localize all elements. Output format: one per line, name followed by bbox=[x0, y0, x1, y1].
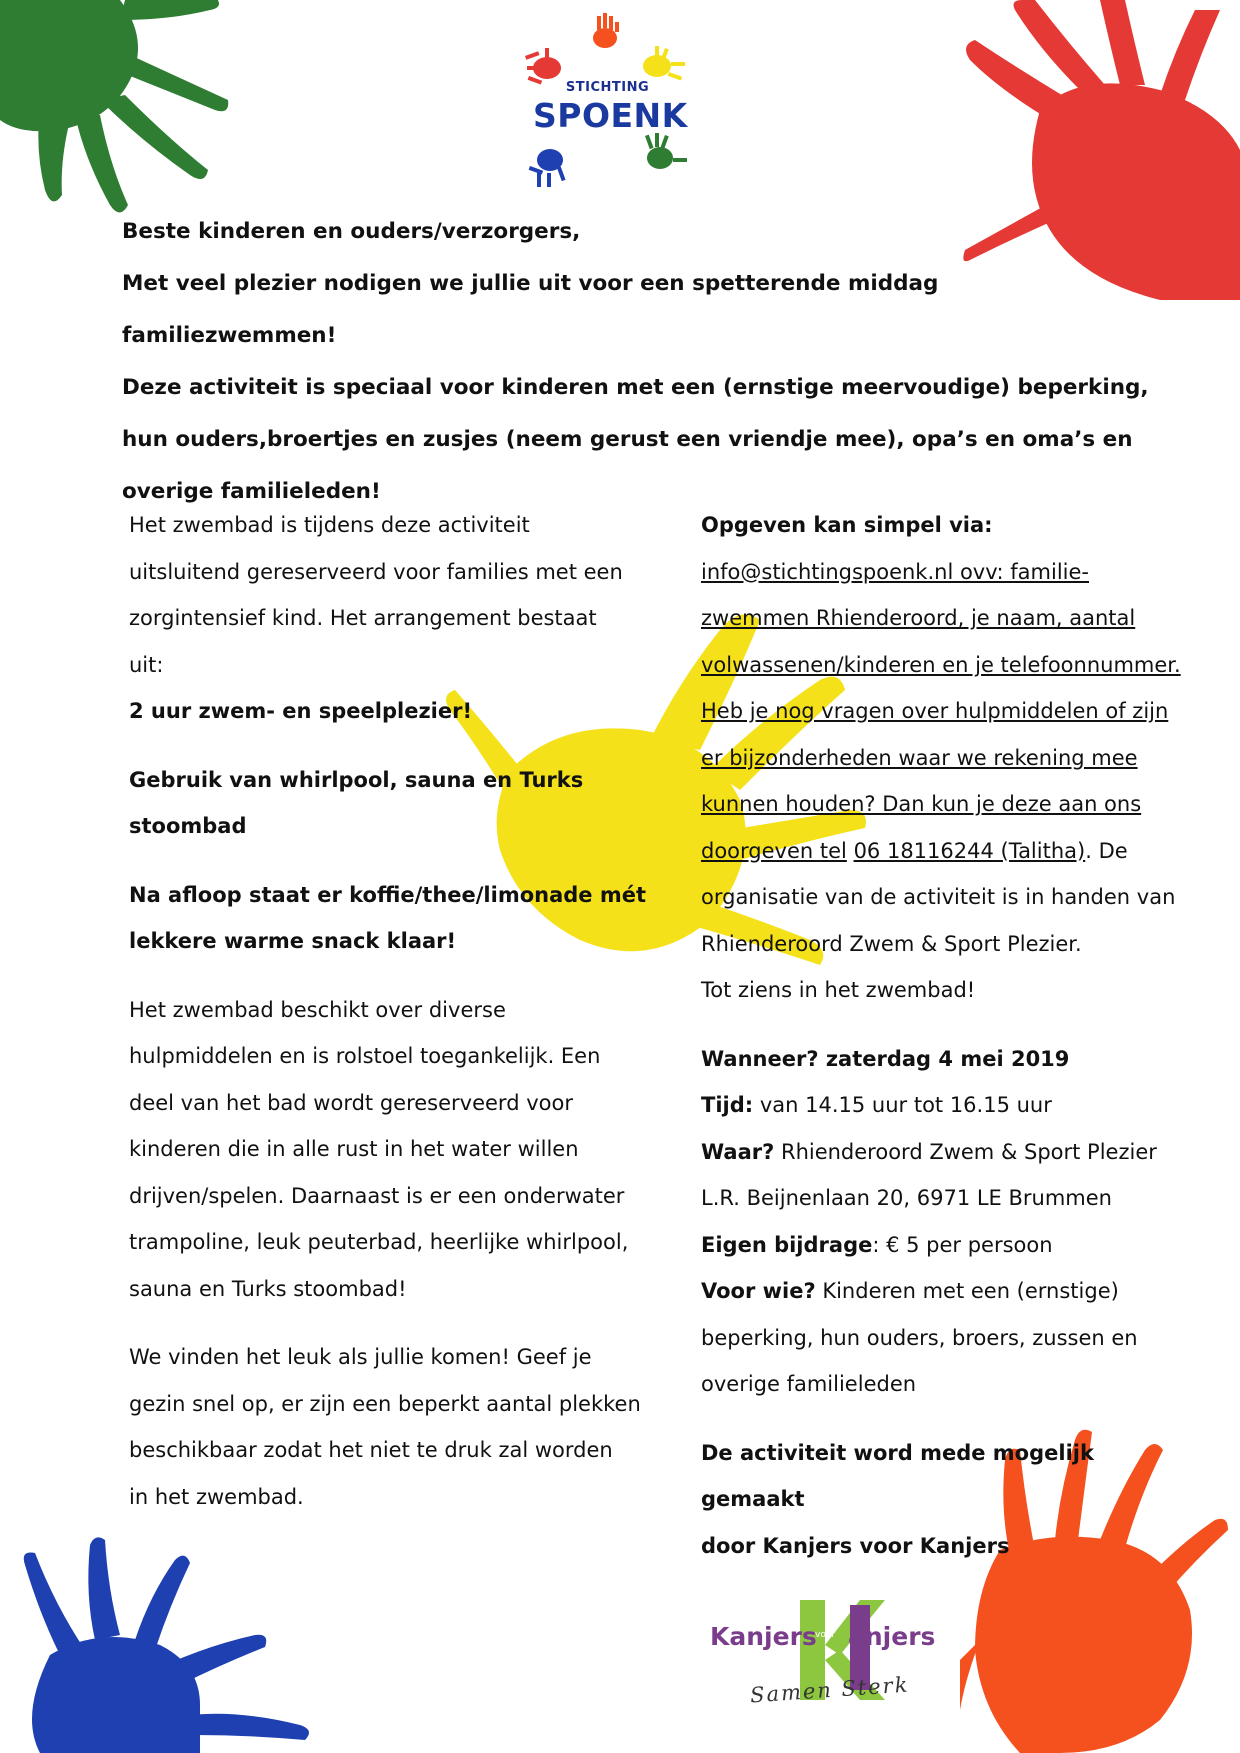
facilities-text: hulpmiddelen en is rolstoel toegankelijk. Een bbox=[129, 1044, 601, 1068]
for-whom-continuation: beperking, hun ouders, broers, zussen en bbox=[701, 1325, 1138, 1350]
left-column bbox=[129, 502, 659, 1520]
green-handprint-decoration bbox=[0, 0, 260, 240]
facilities-text: Het zwembad beschikt over diverse bbox=[129, 997, 506, 1022]
signup-encouragement-text: beschikbaar zodat het niet te druk zal worden bbox=[129, 1438, 613, 1462]
intro-line: Deze activiteit is speciaal voor kinderen met een (ernstige meervoudige) beperking, bbox=[122, 375, 1149, 400]
for-whom-continuation: overige familieleden bbox=[701, 1372, 917, 1396]
closing-text: Tot ziens in het zwembad! bbox=[701, 978, 976, 1002]
intro-line: hun ouders,broertjes en zusjes (neem gerust een vriendje mee), opa’s en oma’s en bbox=[122, 427, 1133, 452]
time-label: Tijd: bbox=[701, 1093, 754, 1117]
kvk-tagline: Samen Sterk bbox=[749, 1672, 911, 1708]
intro-text bbox=[122, 206, 1152, 518]
intro-line: overige familieleden! bbox=[122, 479, 381, 504]
where-line bbox=[701, 1129, 1201, 1176]
swim-fun-highlight: 2 uur zwem- en speelplezier! bbox=[129, 699, 473, 723]
signup-instructions: kunnen houden? Dan kun je deze aan ons bbox=[701, 792, 1142, 816]
contribution-label: Eigen bijdrage bbox=[701, 1232, 873, 1257]
email-link[interactable]: info@stichtingspoenk.nl ovv: familie- bbox=[701, 559, 1089, 584]
logo-spoenk-text: SPOENK bbox=[533, 96, 688, 135]
arrangement-text: uitsluitend gereserveerd voor families met een bbox=[129, 559, 623, 584]
arrangement-text: uit: bbox=[129, 652, 164, 677]
when-value: zaterdag 4 mei 2019 bbox=[818, 1046, 1070, 1071]
facilities-text: drijven/spelen. Daarnaast is er een onderwater bbox=[129, 1183, 625, 1208]
intro-line: Beste kinderen en ouders/verzorgers, bbox=[122, 219, 581, 244]
right-column bbox=[701, 502, 1201, 1569]
phone-number-link[interactable]: 06 18116244 (Talitha) bbox=[853, 838, 1086, 863]
phone-prefix: doorgeven tel bbox=[701, 838, 847, 863]
signup-instructions: volwassenen/kinderen en je telefoonnummer. bbox=[701, 652, 1181, 677]
when-label: Wanneer? bbox=[701, 1046, 819, 1071]
for-whom-line bbox=[701, 1268, 1201, 1315]
where-value: Rhienderoord Zwem & Sport Plezier bbox=[774, 1139, 1157, 1164]
phone-space bbox=[847, 839, 854, 863]
for-whom-label: Voor wie? bbox=[701, 1279, 816, 1303]
arrangement-text: zorgintensief kind. Het arrangement bestaat bbox=[129, 606, 597, 630]
signup-instructions: zwemmen Rhienderoord, je naam, aantal bbox=[701, 606, 1136, 630]
kvk-word-kanjers: Kanjers bbox=[710, 1622, 817, 1651]
address-line: L.R. Beijnenlaan 20, 6971 LE Brummen bbox=[701, 1186, 1112, 1210]
signup-instructions: Heb je nog vragen over hulpmiddelen of zijn bbox=[701, 699, 1169, 723]
for-whom-value: Kinderen met een (ernstige) bbox=[815, 1279, 1119, 1303]
kvk-k-emblem-icon bbox=[700, 1600, 970, 1720]
time-value: van 14.15 uur tot 16.15 uur bbox=[753, 1093, 1052, 1117]
signup-encouragement-text: in het zwembad. bbox=[129, 1484, 304, 1509]
whirlpool-highlight: Gebruik van whirlpool, sauna en Turks bbox=[129, 767, 584, 792]
snack-highlight: Na afloop staat er koffie/thee/limonade mét bbox=[129, 882, 647, 907]
organisation-text: Rhienderoord Zwem & Sport Plezier. bbox=[701, 931, 1082, 956]
contribution-value: : € 5 per persoon bbox=[872, 1232, 1053, 1257]
blue-handprint-decoration bbox=[0, 1525, 320, 1753]
signup-encouragement-text: gezin snel op, er zijn een beperkt aantal plekken bbox=[129, 1391, 641, 1416]
facilities-text: sauna en Turks stoombad! bbox=[129, 1276, 407, 1301]
signup-instructions: er bijzonderheden waar we rekening mee bbox=[701, 745, 1138, 770]
intro-line: Met veel plezier nodigen we jullie uit voor een spetterende middag familiezwemmen! bbox=[122, 271, 939, 348]
kvk-word-anjers: anjers bbox=[848, 1622, 936, 1651]
arrangement-text: Het zwembad is tijdens deze activiteit bbox=[129, 513, 530, 537]
facilities-text: kinderen die in alle rust in het water willen bbox=[129, 1137, 579, 1161]
phone-suffix: . De bbox=[1085, 838, 1128, 863]
where-label: Waar? bbox=[701, 1139, 775, 1164]
organisation-text: organisatie van de activiteit is in handen van bbox=[701, 885, 1176, 909]
facilities-text: trampoline, leuk peuterbad, heerlijke whirlpool, bbox=[129, 1230, 629, 1254]
kanjers-voor-kanjers-logo bbox=[700, 1600, 970, 1720]
whirlpool-highlight: stoombad bbox=[129, 814, 247, 838]
facilities-text: deel van het bad wordt gereserveerd voor bbox=[129, 1090, 573, 1115]
stichting-spoenk-logo bbox=[505, 8, 705, 193]
contribution-line bbox=[701, 1222, 1201, 1269]
phone-line bbox=[701, 828, 1201, 875]
signup-encouragement-text: We vinden het leuk als jullie komen! Geef je bbox=[129, 1345, 592, 1369]
kvk-word-voor: voor bbox=[815, 1630, 836, 1640]
when-line bbox=[701, 1036, 1201, 1083]
time-line bbox=[701, 1082, 1201, 1129]
sponsor-text: De activiteit word mede mogelijk gemaakt bbox=[701, 1440, 1094, 1511]
snack-highlight: lekkere warme snack klaar! bbox=[129, 929, 457, 953]
sponsor-text: door Kanjers voor Kanjers bbox=[701, 1533, 1010, 1558]
signup-heading: Opgeven kan simpel via: bbox=[701, 513, 993, 537]
logo-stichting-text: STICHTING bbox=[565, 80, 650, 95]
